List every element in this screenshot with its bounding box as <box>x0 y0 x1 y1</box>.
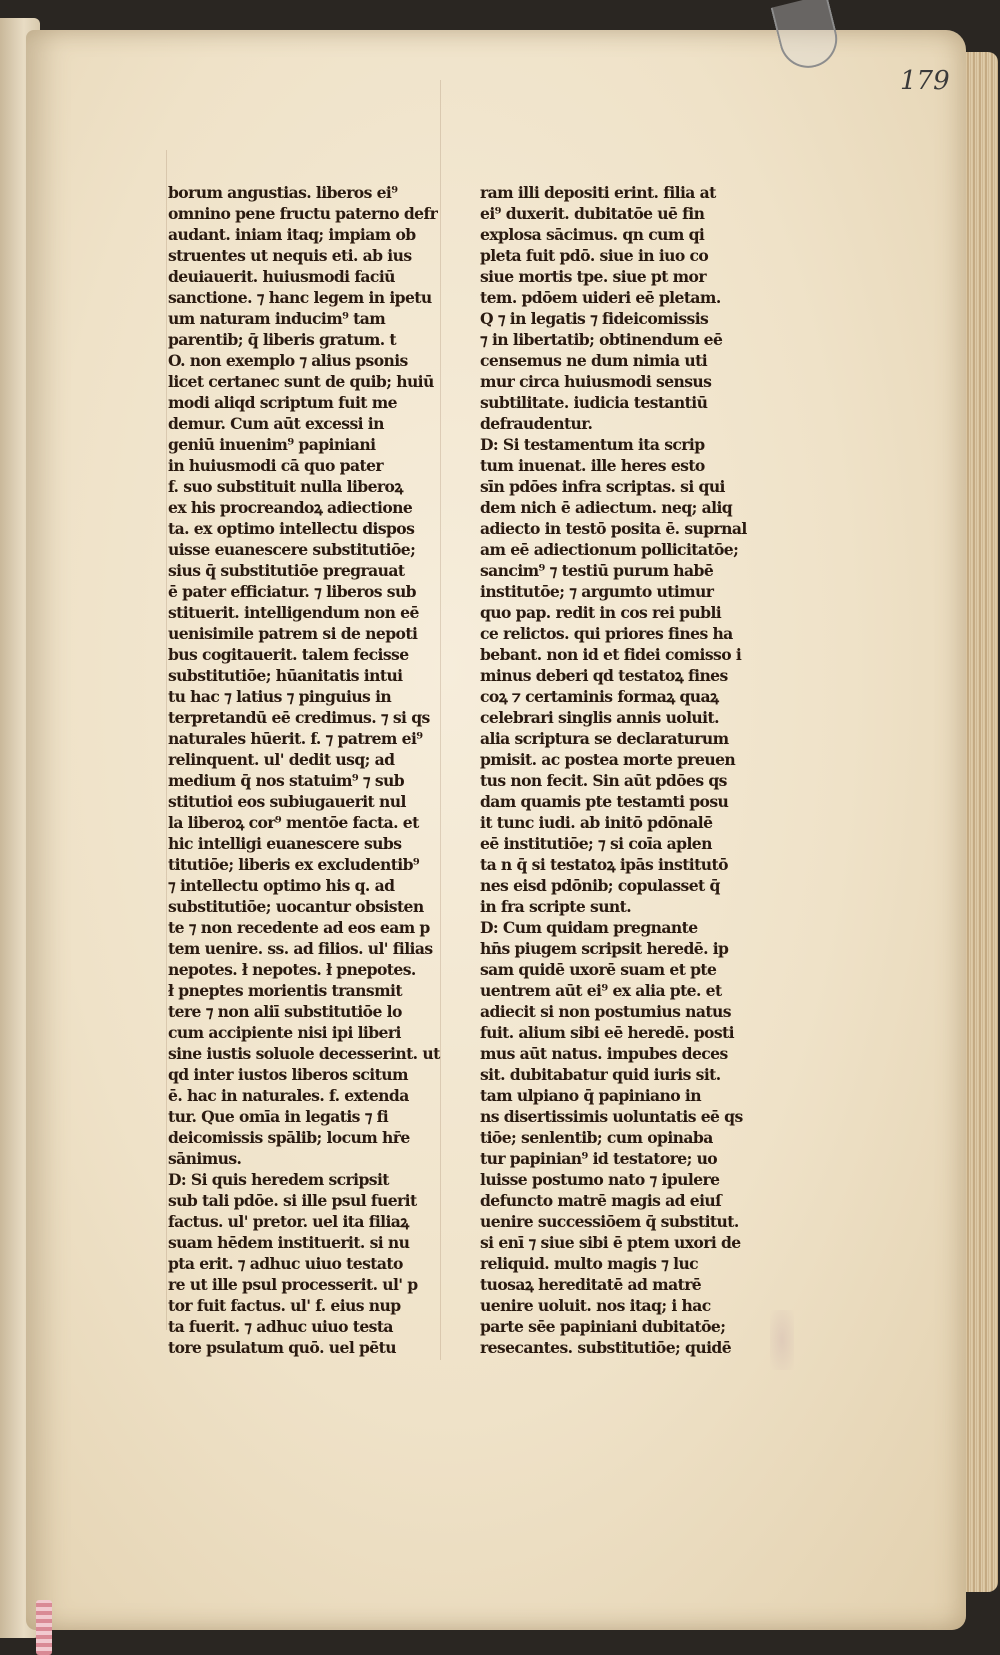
text-line: ē. hac in naturales. f. extenda <box>168 1086 409 1105</box>
text-line: qd inter iustos liberos scitum <box>168 1065 408 1084</box>
text-line: sancim⁹ ⁊ testiū purum habē <box>480 561 714 580</box>
text-line: dam quamis pte testamti posu <box>480 792 729 811</box>
text-line: tore psulatum quō. uel pētu <box>168 1338 396 1357</box>
text-line: dem nich ē adiectum. neq; aliq <box>480 498 733 517</box>
text-line: defraudentur. <box>480 414 593 433</box>
bookmark-ribbon <box>36 1600 52 1655</box>
text-line: parte sēe papiniani dubitatōe; <box>480 1317 726 1336</box>
text-line: ē pater efficiatur. ⁊ liberos sub <box>168 582 416 601</box>
text-line: tam ulpiano q̄ papiniano in <box>480 1086 701 1105</box>
text-line: it tunc iudi. ab initō pdōnalē <box>480 813 713 832</box>
text-line: la liberoꝝ cor⁹ mentōe facta. et <box>168 813 419 832</box>
text-line: resecantes. substitutiōe; quidē <box>480 1338 732 1357</box>
text-line: stituerit. intelligendum non eē <box>168 603 419 622</box>
text-line: modi aliqd scriptum fuit me <box>168 393 397 412</box>
text-line: luisse postumo nato ⁊ ipulere <box>480 1170 720 1189</box>
text-line: re ut ille psul processerit. ul' p <box>168 1275 418 1294</box>
text-line: nepotes. ł nepotes. ł pnepotes. <box>168 960 416 979</box>
text-line: struentes ut nequis eti. ab ius <box>168 246 412 265</box>
text-line: sānimus. <box>168 1149 242 1168</box>
text-line: audant. iniam itaq; impiam ob <box>168 225 416 244</box>
text-line: in fra scripte sunt. <box>480 897 632 916</box>
text-line: explosa sācimus. qn cum qi <box>480 225 705 244</box>
text-line: um naturam inducim⁹ tam <box>168 309 386 328</box>
text-line: bebant. non id et fidei comisso i <box>480 645 742 664</box>
text-line: bus cogitauerit. talem fecisse <box>168 645 409 664</box>
text-line: tuosaꝝ hereditatē ad matrē <box>480 1275 702 1294</box>
text-line: adiecto in testō posita ē. suprnal <box>480 519 747 538</box>
text-line: O. non exemplo ⁊ alius psonis <box>168 351 408 370</box>
text-line: suam hēdem instituerit. si nu <box>168 1233 410 1252</box>
text-line: D: Cum quidam pregnante <box>480 918 698 937</box>
text-line: sine iustis soluole decesserint. ut <box>168 1044 440 1063</box>
text-line: parentib; q̄ liberis gratum. t <box>168 330 396 349</box>
text-line: tem. pdōem uideri eē pletam. <box>480 288 721 307</box>
text-line: pleta fuit pdō. siue in iuo co <box>480 246 709 265</box>
text-line: tiōe; senlentib; cum opinaba <box>480 1128 713 1147</box>
text-line: in huiusmodi cā quo pater <box>168 456 384 475</box>
text-line: Q ⁊ in legatis ⁊ fideicomissis <box>480 309 709 328</box>
text-line: coꝝ ⁊ certaminis formaꝝ quaꝝ <box>480 687 719 706</box>
text-line: terpretandū eē credimus. ⁊ si qs <box>168 708 430 727</box>
text-line: sub tali pdōe. si ille psul fuerit <box>168 1191 417 1210</box>
text-line: ta n q̄ si testatoꝝ ipās institutō <box>480 855 728 874</box>
text-line: sanctione. ⁊ hanc legem in ipetu <box>168 288 432 307</box>
text-line: substitutiōe; hūanitatis intui <box>168 666 403 685</box>
text-line: pta erit. ⁊ adhuc uiuo testato <box>168 1254 403 1273</box>
text-line: adiecit si non postumius natus <box>480 1002 731 1021</box>
text-line: sīn pdōes infra scriptas. si qui <box>480 477 725 496</box>
text-line: deuiauerit. huiusmodi faciū <box>168 267 395 286</box>
text-line: substitutiōe; uocantur obsisten <box>168 897 424 916</box>
text-line: licet certanec sunt de quib; huiū <box>168 372 434 391</box>
text-line: si enī ⁊ siue sibi ē ptem uxori de <box>480 1233 741 1252</box>
text-line: tu hac ⁊ latius ⁊ pinguius in <box>168 687 392 706</box>
text-line: titutiōe; liberis ex excludentib⁹ <box>168 855 420 874</box>
text-line: ta. ex optimo intellectu dispos <box>168 519 415 538</box>
text-line: ram illi depositi erint. filia at <box>480 183 716 202</box>
text-line: minus deberi qd testatoꝝ fines <box>480 666 728 685</box>
text-line: institutōe; ⁊ argumto utimur <box>480 582 714 601</box>
text-line: hic intelligi euanescere subs <box>168 834 402 853</box>
text-line: reliquid. multo magis ⁊ luc <box>480 1254 699 1273</box>
text-line: D: Si quis heredem scripsit <box>168 1170 389 1189</box>
text-line: ce relictos. qui priores fines ha <box>480 624 733 643</box>
text-line: factus. ul' pretor. uel ita filiaꝝ <box>168 1212 409 1231</box>
text-line: siue mortis tpe. siue pt mor <box>480 267 706 286</box>
text-line: naturales hūerit. f. ⁊ patrem ei⁹ <box>168 729 423 748</box>
text-line: tem uenire. ss. ad filios. ul' filias <box>168 939 433 958</box>
text-line: fuit. alium sibi eē heredē. posti <box>480 1023 734 1042</box>
text-line: tum inuenat. ille heres esto <box>480 456 705 475</box>
text-line: pmisit. ac postea morte preuen <box>480 750 736 769</box>
text-line: uenisimile patrem si de nepoti <box>168 624 418 643</box>
text-line: D: Si testamentum ita scrip <box>480 435 705 454</box>
text-line: ta fuerit. ⁊ adhuc uiuo testa <box>168 1317 393 1336</box>
text-line: nes eisd pdōnib; copulasset q̄ <box>480 876 720 895</box>
text-line: ł pneptes morientis transmit <box>168 981 402 1000</box>
text-line: deicomissis spālib; locum hr̄e <box>168 1128 410 1147</box>
text-line: tur papinian⁹ id testatore; uo <box>480 1149 718 1168</box>
ruling-line-left <box>166 150 167 1330</box>
text-line: f. suo substituit nulla liberoꝝ <box>168 477 403 496</box>
text-line: tere ⁊ non aliī substitutiōe lo <box>168 1002 402 1021</box>
text-line: relinquent. ul' dedit usq; ad <box>168 750 395 769</box>
text-line: cum accipiente nisi ipi liberi <box>168 1023 401 1042</box>
text-line: demur. Cum aūt excessi in <box>168 414 384 433</box>
text-line: am eē adiectionum pollicitatōe; <box>480 540 739 559</box>
text-line: quo pap. redit in cos rei publi <box>480 603 722 622</box>
text-line: tor fuit factus. ul' f. eius nup <box>168 1296 401 1315</box>
text-line: uisse euanescere substitutiōe; <box>168 540 416 559</box>
text-line: mur circa huiusmodi sensus <box>480 372 712 391</box>
text-line: ⁊ in libertatib; obtinendum eē <box>480 330 723 349</box>
text-line: defuncto matrē magis ad eiuſ <box>480 1191 722 1210</box>
text-line: subtilitate. iudicia testantiū <box>480 393 708 412</box>
text-line: ns disertissimis uoluntatis eē qs <box>480 1107 743 1126</box>
text-line: eē institutiōe; ⁊ si coīa aplen <box>480 834 712 853</box>
text-line: medium q̄ nos statuim⁹ ⁊ sub <box>168 771 405 790</box>
text-line: ei⁹ duxerit. dubitatōe uē fin <box>480 204 705 223</box>
folio-number: 179 <box>900 66 950 96</box>
text-line: omnino pene fructu paterno defr <box>168 204 438 223</box>
text-line: mus aūt natus. impubes deces <box>480 1044 728 1063</box>
text-column-right <box>480 182 766 1358</box>
text-line: tus non fecit. Sin aūt pdōes qs <box>480 771 727 790</box>
text-line: sius q̄ substitutiōe pregrauat <box>168 561 405 580</box>
text-column-left <box>168 182 454 1358</box>
text-line: uenire successiōem q̄ substitut. <box>480 1212 739 1231</box>
text-line: ex his procreandoꝝ adiectione <box>168 498 413 517</box>
text-line: celebrari singlis annis uoluit. <box>480 708 719 727</box>
page-stain <box>770 1310 794 1370</box>
text-line: sit. dubitabatur quid iuris sit. <box>480 1065 721 1084</box>
text-line: sam quidē uxorē suam et pte <box>480 960 717 979</box>
text-line: tur. Que omīa in legatis ⁊ fi <box>168 1107 389 1126</box>
text-line: te ⁊ non recedente ad eos eam p <box>168 918 430 937</box>
text-line: stitutioi eos subiugauerit nul <box>168 792 406 811</box>
text-line: uenire uoluit. nos itaq; i hac <box>480 1296 711 1315</box>
text-line: uentrem aūt ei⁹ ex alia pte. et <box>480 981 722 1000</box>
text-line: alia scriptura se declaraturum <box>480 729 729 748</box>
text-line: hn̄s piugem scripsit heredē. ip <box>480 939 729 958</box>
text-line: ⁊ intellectu optimo his q. ad <box>168 876 395 895</box>
text-line: geniū inuenim⁹ papiniani <box>168 435 376 454</box>
text-line: borum angustias. liberos ei⁹ <box>168 183 398 202</box>
text-line: censemus ne dum nimia uti <box>480 351 708 370</box>
